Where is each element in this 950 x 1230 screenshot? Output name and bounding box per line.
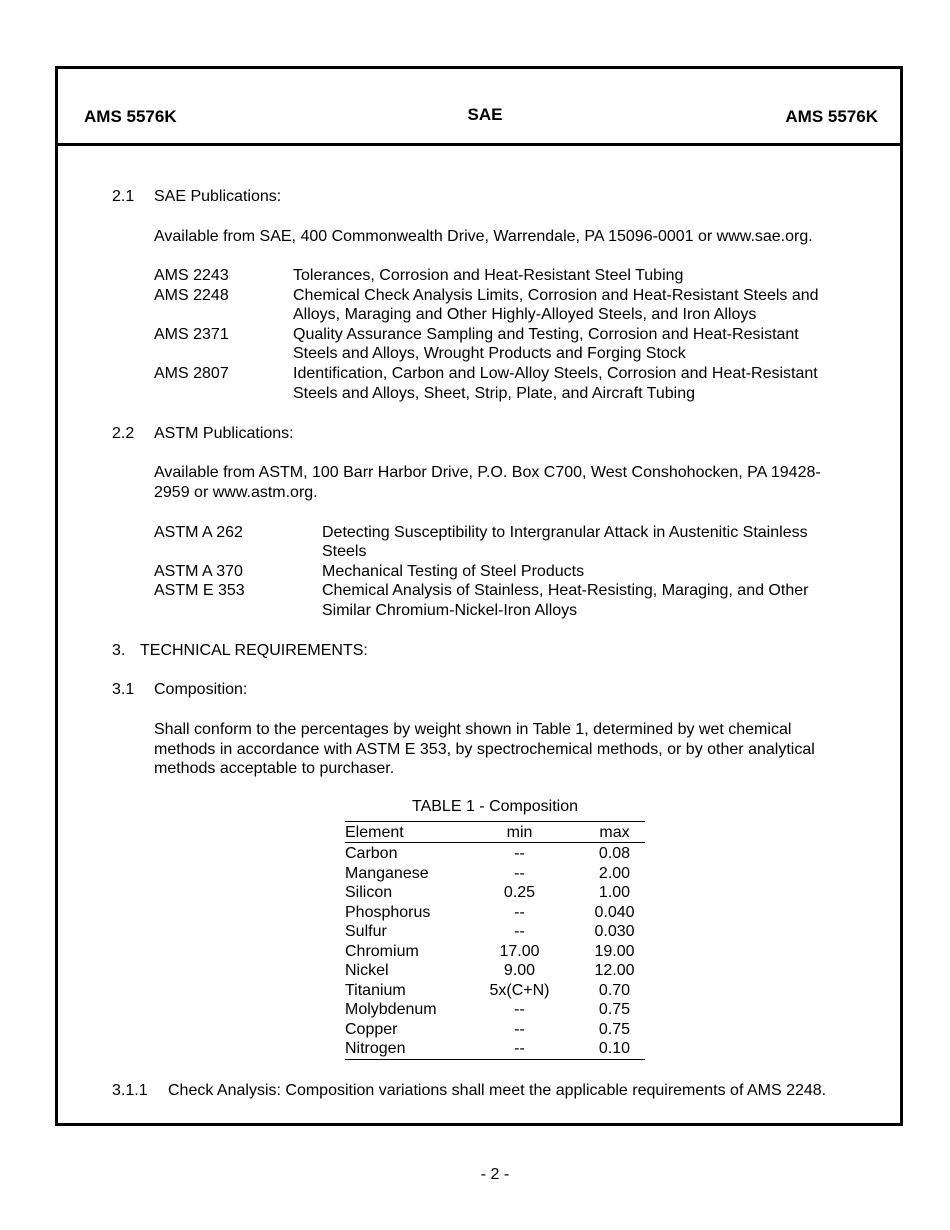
table-cell-element: Phosphorus (345, 903, 431, 921)
table-header-max: max (599, 824, 630, 841)
section-2-2-availability: 2959 or www.astm.org. (154, 484, 318, 501)
header-org: SAE (467, 105, 503, 124)
section-3-title: TECHNICAL REQUIREMENTS: (140, 642, 368, 659)
table-header-row (345, 823, 645, 843)
table-cell-max: 0.040 (594, 903, 635, 921)
section-3-1-body: methods in accordance with ASTM E 353, by spectrochemical methods, or by other analytical (154, 741, 815, 758)
table-cell-min: -- (514, 1001, 525, 1018)
ref-title: Mechanical Testing of Steel Products (322, 563, 585, 580)
section-2-2-title: ASTM Publications: (154, 425, 294, 442)
ref-code: AMS 2243 (154, 267, 229, 284)
ref-code: AMS 2807 (154, 365, 229, 382)
table-cell-min: -- (514, 1040, 525, 1057)
section-2-1-availability: Available from SAE, 400 Commonwealth Drive, Warrendale, PA 15096-0001 or www.sae.org. (154, 228, 813, 245)
table-row (345, 1039, 645, 1059)
ref-title: Chemical Analysis of Stainless, Heat-Resisting, Maraging, and Other (322, 582, 809, 599)
ref-code: ASTM E 353 (154, 582, 245, 599)
table-row (345, 1020, 645, 1040)
section-2-2-number: 2.2 (112, 425, 135, 442)
table-title: TABLE 1 - Composition (412, 798, 578, 815)
ref-title: Steels and Alloys, Wrought Products and Forging Stock (293, 345, 686, 362)
ref-title: Tolerances, Corrosion and Heat-Resistant Steel Tubing (293, 267, 684, 284)
table-row (345, 844, 645, 864)
table-bottom-rule (345, 1059, 645, 1060)
table-row (345, 942, 645, 962)
table-cell-min: -- (514, 923, 525, 940)
section-2-2-availability: Available from ASTM, 100 Barr Harbor Drive, P.O. Box C700, West Conshohocken, PA 19428- (154, 464, 821, 481)
section-2-1-title: SAE Publications: (154, 188, 282, 205)
table-cell-element: Titanium (345, 981, 406, 999)
ref-title: Similar Chromium-Nickel-Iron Alloys (322, 602, 578, 619)
table-cell-max: 0.70 (598, 981, 631, 999)
table-row (345, 961, 645, 981)
table-row (345, 864, 645, 884)
header-divider (55, 143, 903, 146)
table-top-rule (345, 821, 645, 822)
table-header-rule (345, 842, 645, 843)
table-cell-element: Nickel (345, 962, 389, 979)
section-3-1-number: 3.1 (112, 681, 135, 698)
table-cell-min: 0.25 (503, 884, 536, 901)
ref-title: Quality Assurance Sampling and Testing, Corrosion and Heat-Resistant (293, 326, 799, 343)
table-header-element: Element (345, 824, 404, 841)
section-3-1-1-text: Check Analysis: Composition variations shall meet the applicable requirements of AMS 2248. (168, 1082, 827, 1099)
ref-code: ASTM A 262 (154, 524, 243, 541)
section-3-1-body: methods acceptable to purchaser. (154, 760, 395, 777)
header-doc-id-left: AMS 5576K (84, 107, 177, 126)
table-cell-min: 9.00 (503, 962, 536, 979)
table-cell-max: 0.08 (598, 845, 631, 862)
table-cell-min: -- (514, 903, 525, 921)
table-row (345, 922, 645, 942)
page-number: - 2 - (480, 1166, 510, 1183)
table-row (345, 981, 645, 1001)
ref-title: Steels and Alloys, Sheet, Strip, Plate, and Aircraft Tubing (293, 385, 696, 402)
ref-title: Detecting Susceptibility to Intergranular Attack in Austenitic Stainless (322, 524, 808, 541)
ref-title: Identification, Carbon and Low-Alloy Steels, Corrosion and Heat-Resistant (293, 365, 818, 382)
table-cell-max: 0.75 (598, 1001, 631, 1018)
table-cell-element: Molybdenum (345, 1001, 437, 1018)
table-cell-element: Silicon (345, 884, 393, 901)
section-3-1-1-number: 3.1.1 (112, 1082, 148, 1099)
table-row (345, 1000, 645, 1020)
table-cell-element: Nitrogen (345, 1040, 406, 1057)
ref-title: Chemical Check Analysis Limits, Corrosion and Heat-Resistant Steels and (293, 287, 819, 304)
section-3-1-title: Composition: (154, 681, 248, 698)
table-cell-element: Manganese (345, 864, 429, 882)
table-cell-max: 2.00 (598, 864, 631, 882)
table-row (345, 883, 645, 903)
table-cell-min: 5x(C+N) (489, 981, 550, 999)
ref-code: AMS 2248 (154, 287, 229, 304)
table-cell-min: -- (514, 864, 525, 882)
table-cell-max: 0.75 (598, 1020, 631, 1038)
table-row (345, 903, 645, 923)
section-2-1-number: 2.1 (112, 188, 135, 205)
ref-title: Alloys, Maraging and Other Highly-Alloyed Steels, and Iron Alloys (293, 306, 757, 323)
header-doc-id-right: AMS 5576K (785, 107, 878, 126)
section-3-1-body: Shall conform to the percentages by weight shown in Table 1, determined by wet chemical (154, 721, 792, 738)
table-cell-element: Carbon (345, 845, 398, 862)
ref-title: Steels (322, 543, 367, 560)
ref-code: AMS 2371 (154, 326, 229, 343)
table-cell-min: -- (514, 1020, 525, 1038)
ref-code: ASTM A 370 (154, 563, 243, 580)
table-cell-max: 19.00 (594, 942, 635, 960)
table-cell-element: Sulfur (345, 923, 387, 940)
table-cell-element: Chromium (345, 942, 419, 960)
table-cell-max: 0.030 (594, 923, 635, 940)
table-cell-max: 0.10 (598, 1040, 631, 1057)
table-cell-min: -- (514, 845, 525, 862)
table-cell-element: Copper (345, 1020, 398, 1038)
table-header-min: min (506, 824, 533, 841)
table-cell-max: 12.00 (594, 962, 635, 979)
table-cell-max: 1.00 (598, 884, 631, 901)
table-cell-min: 17.00 (499, 942, 540, 960)
section-3-number: 3. (112, 642, 126, 659)
